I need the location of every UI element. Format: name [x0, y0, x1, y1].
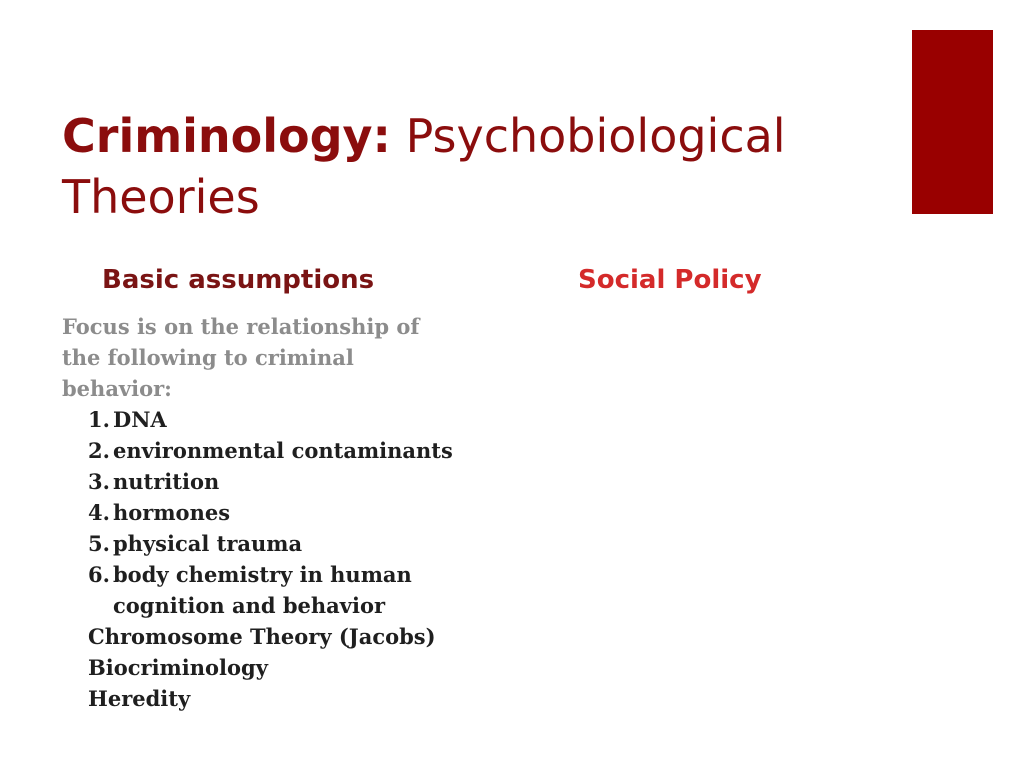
factor-list — [62, 404, 462, 621]
theory-list — [62, 621, 462, 714]
list-item — [88, 559, 462, 621]
theory-item: Biocriminology — [88, 655, 268, 680]
basic-assumptions-heading: Basic assumptions — [102, 265, 375, 295]
assumptions-body — [62, 311, 462, 714]
theory-item: Chromosome Theory (Jacobs) — [88, 624, 436, 649]
list-item — [88, 435, 462, 466]
list-text: nutrition — [113, 469, 220, 494]
title-bold: Criminology: — [62, 109, 391, 163]
accent-bar — [912, 30, 993, 214]
slide-title — [62, 106, 902, 228]
list-item — [88, 466, 462, 497]
list-text: environmental contaminants — [113, 438, 453, 463]
intro-text: Focus is on the relationship of the following to criminal behavior: — [62, 314, 420, 401]
list-text: DNA — [113, 407, 167, 432]
social-policy-heading: Social Policy — [578, 265, 762, 295]
theory-item: Heredity — [88, 686, 191, 711]
title-regular: Psychobiological Theories — [62, 109, 786, 224]
list-text: physical trauma — [113, 531, 303, 556]
list-number: 6. — [88, 562, 110, 587]
list-item — [88, 404, 462, 435]
list-number: 1. — [88, 407, 110, 432]
list-text: body chemistry in human cognition and behavior — [113, 562, 412, 618]
list-item — [88, 497, 462, 528]
list-number: 3. — [88, 469, 110, 494]
list-text: hormones — [113, 500, 231, 525]
list-item — [88, 528, 462, 559]
list-number: 5. — [88, 531, 110, 556]
list-number: 2. — [88, 438, 110, 463]
list-number: 4. — [88, 500, 110, 525]
